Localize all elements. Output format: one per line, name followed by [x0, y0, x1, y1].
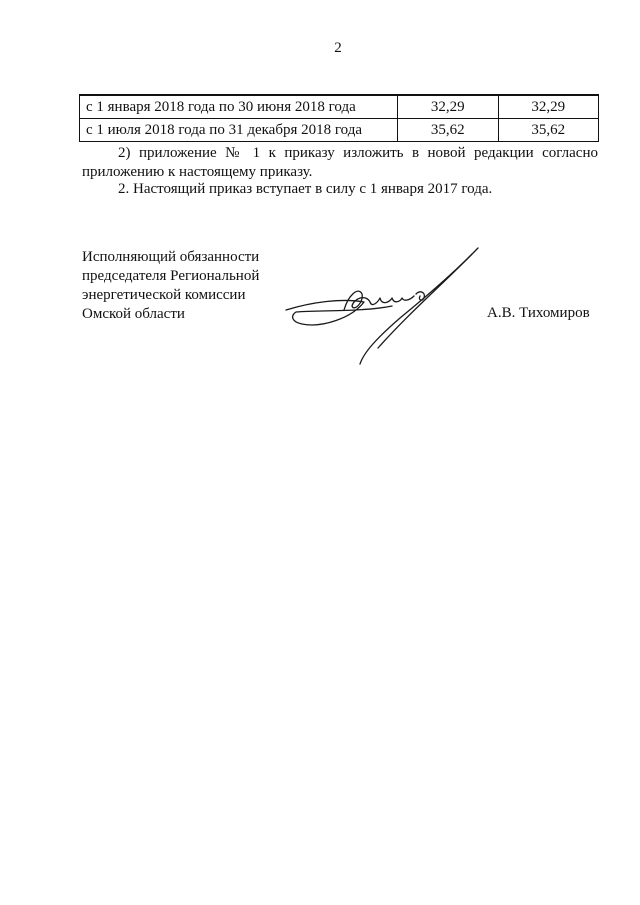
- signer-name: А.В. Тихомиров: [487, 305, 590, 321]
- signer-title-line: Исполняющий обязанности: [82, 249, 260, 265]
- signer-title-line: председателя Региональной: [82, 268, 260, 284]
- amendment-item: 2) приложение № 1 к приказу изложить в новой редакции согласно приложению к настоящему приказу.: [82, 145, 598, 180]
- tariff-table: [79, 94, 599, 142]
- tariff-value-cell: 35,62: [498, 119, 599, 142]
- handwritten-signature: [282, 240, 482, 370]
- effective-date-item: 2. Настоящий приказ вступает в силу с 1 января 2017 года.: [118, 181, 493, 197]
- signer-title-line: Омской области: [82, 306, 185, 322]
- signer-title: [82, 248, 259, 324]
- page-number: 2: [334, 40, 342, 56]
- tariff-value-cell: 32,29: [498, 95, 599, 119]
- table-row: [80, 95, 599, 119]
- tariff-value-cell: 32,29: [398, 95, 499, 119]
- period-cell: с 1 января 2018 года по 30 июня 2018 года: [80, 95, 398, 119]
- table-row: [80, 119, 599, 142]
- tariff-value-cell: 35,62: [398, 119, 499, 142]
- signer-title-line: энергетической комиссии: [82, 287, 246, 303]
- period-cell: с 1 июля 2018 года по 31 декабря 2018 года: [80, 119, 398, 142]
